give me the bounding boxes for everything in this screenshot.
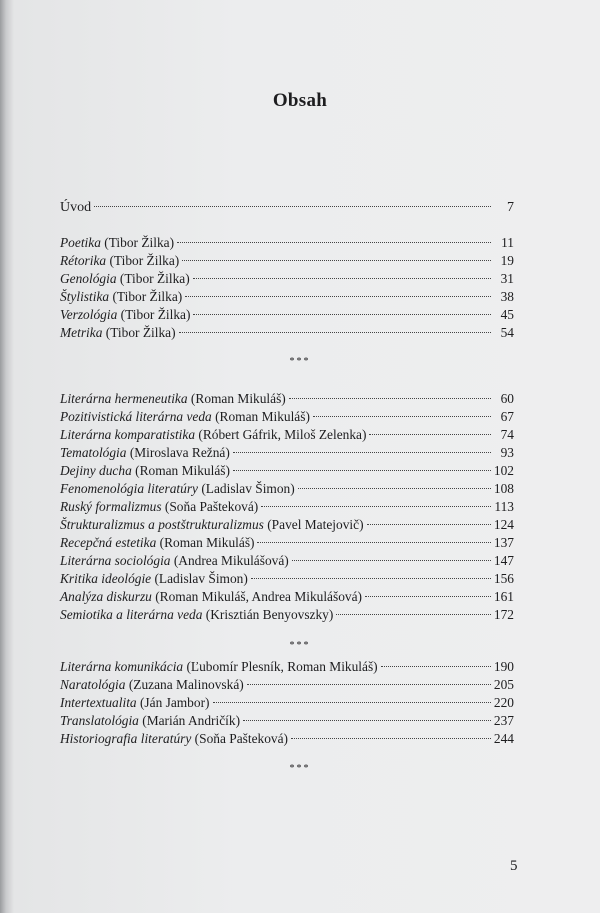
toc-group-3 bbox=[60, 658, 514, 748]
toc-entry-label bbox=[60, 694, 210, 712]
toc-entry-label bbox=[60, 498, 258, 516]
toc-row bbox=[60, 324, 514, 342]
toc-entry-term: Literárna komunikácia bbox=[60, 659, 184, 674]
toc-row bbox=[60, 588, 514, 606]
toc-page-number: 205 bbox=[493, 677, 514, 692]
toc-row bbox=[60, 270, 514, 288]
toc-entry-author: (Zuzana Malinovská) bbox=[125, 677, 244, 692]
toc-entry-author: (Ladislav Šimon) bbox=[197, 481, 295, 496]
leader-dots bbox=[233, 452, 491, 453]
leader-dots bbox=[233, 470, 491, 471]
toc-page-number: 31 bbox=[500, 271, 514, 286]
toc-entry-term: Pozitivistická literárna veda bbox=[60, 409, 212, 424]
toc-entry-author: (Roman Mikuláš) bbox=[211, 409, 310, 424]
toc-entry-author: (Pavel Matejovič) bbox=[263, 517, 364, 532]
toc-row bbox=[60, 570, 514, 588]
page-title: Obsah bbox=[272, 90, 328, 111]
leader-dots bbox=[94, 206, 491, 207]
toc-row bbox=[60, 712, 514, 730]
leader-dots bbox=[261, 506, 491, 507]
leader-dots bbox=[291, 738, 491, 739]
toc-entry-term: Štylistika bbox=[60, 289, 110, 304]
toc-row bbox=[60, 408, 514, 426]
toc-row-intro bbox=[60, 199, 514, 217]
toc-entry-label bbox=[60, 234, 174, 252]
toc-page-number: 38 bbox=[500, 289, 514, 304]
toc-page-number: 60 bbox=[500, 391, 514, 406]
toc-entry-label bbox=[60, 712, 240, 730]
toc-page-number: 156 bbox=[493, 571, 514, 586]
toc-row bbox=[60, 252, 514, 270]
leader-dots bbox=[367, 524, 491, 525]
leader-dots bbox=[243, 720, 491, 721]
toc-entry-term: Kritika ideológie bbox=[60, 571, 152, 586]
toc-entry-author: (Tibor Žilka) bbox=[100, 235, 175, 250]
section-separator: *** bbox=[289, 763, 311, 774]
toc-entry-author: (Róbert Gáfrik, Miloš Zelenka) bbox=[195, 427, 367, 442]
toc-entry-label bbox=[60, 730, 288, 748]
toc-entry-term: Literárna komparatistika bbox=[60, 427, 196, 442]
toc-entry-label bbox=[60, 658, 378, 676]
toc-entry-label bbox=[60, 390, 286, 408]
toc-entry-label bbox=[60, 408, 310, 426]
toc-entry-author: (Tibor Žilka) bbox=[102, 325, 176, 340]
toc-page-number: 161 bbox=[493, 589, 514, 604]
toc-row bbox=[60, 462, 514, 480]
toc-entry-term: Genológia bbox=[60, 271, 117, 286]
leader-dots bbox=[336, 614, 491, 615]
toc-entry-author: (Roman Mikuláš) bbox=[156, 535, 255, 550]
toc-entry-label bbox=[60, 252, 179, 270]
toc-entry-term: Translatológia bbox=[60, 713, 139, 728]
leader-dots bbox=[289, 398, 491, 399]
toc-page-number: 7 bbox=[507, 200, 514, 215]
leader-dots bbox=[182, 260, 491, 261]
leader-dots bbox=[257, 542, 490, 543]
toc-entry-label bbox=[60, 270, 190, 288]
toc-entry-author: (Marián Andričík) bbox=[138, 713, 241, 728]
toc-row bbox=[60, 534, 514, 552]
leader-dots bbox=[179, 332, 491, 333]
toc-page-number: 45 bbox=[500, 307, 514, 322]
toc-entry-author: (Miroslava Režná) bbox=[126, 445, 230, 460]
toc-entry-term: Poetika bbox=[60, 235, 101, 250]
toc-entry-author: (Tibor Žilka) bbox=[117, 307, 191, 322]
toc-entry-author: (Tibor Žilka) bbox=[109, 289, 183, 304]
toc-page-number: 93 bbox=[500, 445, 514, 460]
toc-page-number: 11 bbox=[501, 235, 514, 250]
leader-dots bbox=[381, 666, 491, 667]
leader-dots bbox=[193, 314, 491, 315]
toc-row bbox=[60, 606, 514, 624]
toc-entry-label bbox=[60, 306, 190, 324]
toc-entry-label bbox=[60, 324, 176, 342]
toc-row bbox=[60, 288, 514, 306]
toc-row bbox=[60, 426, 514, 444]
toc-page-number: 67 bbox=[500, 409, 514, 424]
toc-entry-label bbox=[60, 570, 248, 588]
toc-group-2 bbox=[60, 390, 514, 624]
toc-entry-term: Fenomenológia literatúry bbox=[60, 481, 198, 496]
toc-page-number: 74 bbox=[500, 427, 514, 442]
leader-dots bbox=[313, 416, 491, 417]
toc-page-number: 220 bbox=[493, 695, 514, 710]
toc-entry-label bbox=[60, 426, 366, 444]
toc-row bbox=[60, 676, 514, 694]
page-number: 5 bbox=[510, 858, 518, 874]
toc-entry-author: (Ladislav Šimon) bbox=[151, 571, 248, 586]
toc-page-number: 137 bbox=[493, 535, 514, 550]
toc-entry-author: (Tibor Žilka) bbox=[106, 253, 180, 268]
leader-dots bbox=[177, 242, 491, 243]
toc-row bbox=[60, 390, 514, 408]
toc-entry-term: Intertextualita bbox=[60, 695, 137, 710]
toc-entry-term: Verzológia bbox=[60, 307, 118, 322]
toc-entry-term: Literárna sociológia bbox=[60, 553, 171, 568]
toc-row bbox=[60, 480, 514, 498]
toc-entry-term: Recepčná estetika bbox=[60, 535, 157, 550]
toc-row bbox=[60, 306, 514, 324]
leader-dots bbox=[247, 684, 491, 685]
toc-row bbox=[60, 694, 514, 712]
toc-entry-author: (Tibor Žilka) bbox=[116, 271, 190, 286]
toc-page-number: 147 bbox=[493, 553, 514, 568]
toc-entry-author: (Ľubomír Plesník, Roman Mikuláš) bbox=[183, 659, 378, 674]
toc-entry-term: Analýza diskurzu bbox=[60, 589, 152, 604]
toc-row bbox=[60, 516, 514, 534]
toc-entry-term: Tematológia bbox=[60, 445, 127, 460]
toc-entry-author: (Ján Jambor) bbox=[136, 695, 210, 710]
toc-entry-label: Úvod bbox=[60, 200, 92, 215]
section-separator: *** bbox=[289, 640, 311, 651]
toc-intro bbox=[60, 199, 514, 217]
toc-entry-author: (Roman Mikuláš) bbox=[187, 391, 286, 406]
toc-entry-author: (Roman Mikuláš, Andrea Mikulášová) bbox=[151, 589, 362, 604]
toc-entry-term: Dejiny ducha bbox=[60, 463, 132, 478]
toc-page-number: 113 bbox=[494, 499, 514, 514]
leader-dots bbox=[298, 488, 491, 489]
toc-page-number: 124 bbox=[493, 517, 514, 532]
toc-entry-term: Literárna hermeneutika bbox=[60, 391, 188, 406]
toc-entry-term: Metrika bbox=[60, 325, 103, 340]
toc-entry-label bbox=[60, 288, 182, 306]
leader-dots bbox=[185, 296, 491, 297]
toc-page-number: 237 bbox=[493, 713, 514, 728]
toc-entry-author: (Krisztián Benyovszky) bbox=[202, 607, 334, 622]
toc-entry-label bbox=[60, 606, 333, 624]
toc-entry-label bbox=[60, 516, 364, 534]
toc-entry-label bbox=[60, 588, 362, 606]
leader-dots bbox=[213, 702, 491, 703]
toc-page-number: 54 bbox=[500, 325, 514, 340]
toc-entry-term: Naratológia bbox=[60, 677, 126, 692]
toc-entry-label bbox=[60, 480, 295, 498]
toc-row bbox=[60, 498, 514, 516]
toc-row bbox=[60, 444, 514, 462]
toc-entry-label bbox=[60, 462, 230, 480]
toc-row bbox=[60, 234, 514, 252]
toc-entry-term: Historiografia literatúry bbox=[60, 731, 192, 746]
toc-page-number: 244 bbox=[493, 731, 514, 746]
leader-dots bbox=[251, 578, 491, 579]
toc-entry-author: (Roman Mikuláš) bbox=[131, 463, 230, 478]
toc-page-number: 102 bbox=[493, 463, 514, 478]
toc-entry-author: (Soňa Pašteková) bbox=[161, 499, 259, 514]
toc-entry-term: Semiotika a literárna veda bbox=[60, 607, 203, 622]
leader-dots bbox=[292, 560, 491, 561]
toc-page-number: 19 bbox=[500, 253, 514, 268]
toc-entry-label bbox=[60, 534, 254, 552]
toc-page-number: 190 bbox=[493, 659, 514, 674]
toc-group-1 bbox=[60, 234, 514, 342]
toc-entry-author: (Andrea Mikulášová) bbox=[170, 553, 289, 568]
leader-dots bbox=[193, 278, 491, 279]
toc-row bbox=[60, 730, 514, 748]
section-separator: *** bbox=[289, 356, 311, 367]
toc-entry-label bbox=[60, 444, 230, 462]
leader-dots bbox=[365, 596, 491, 597]
toc-entry-label bbox=[60, 676, 244, 694]
toc-page-number: 172 bbox=[493, 607, 514, 622]
toc-row bbox=[60, 658, 514, 676]
toc-entry-term: Ruský formalizmus bbox=[60, 499, 162, 514]
leader-dots bbox=[369, 434, 491, 435]
toc-row bbox=[60, 552, 514, 570]
toc-page-number: 108 bbox=[493, 481, 514, 496]
toc-entry-author: (Soňa Pašteková) bbox=[191, 731, 289, 746]
toc-entry-label bbox=[60, 552, 289, 570]
toc-entry-term: Štrukturalizmus a postštrukturalizmus bbox=[60, 517, 264, 532]
toc-entry-term: Rétorika bbox=[60, 253, 107, 268]
